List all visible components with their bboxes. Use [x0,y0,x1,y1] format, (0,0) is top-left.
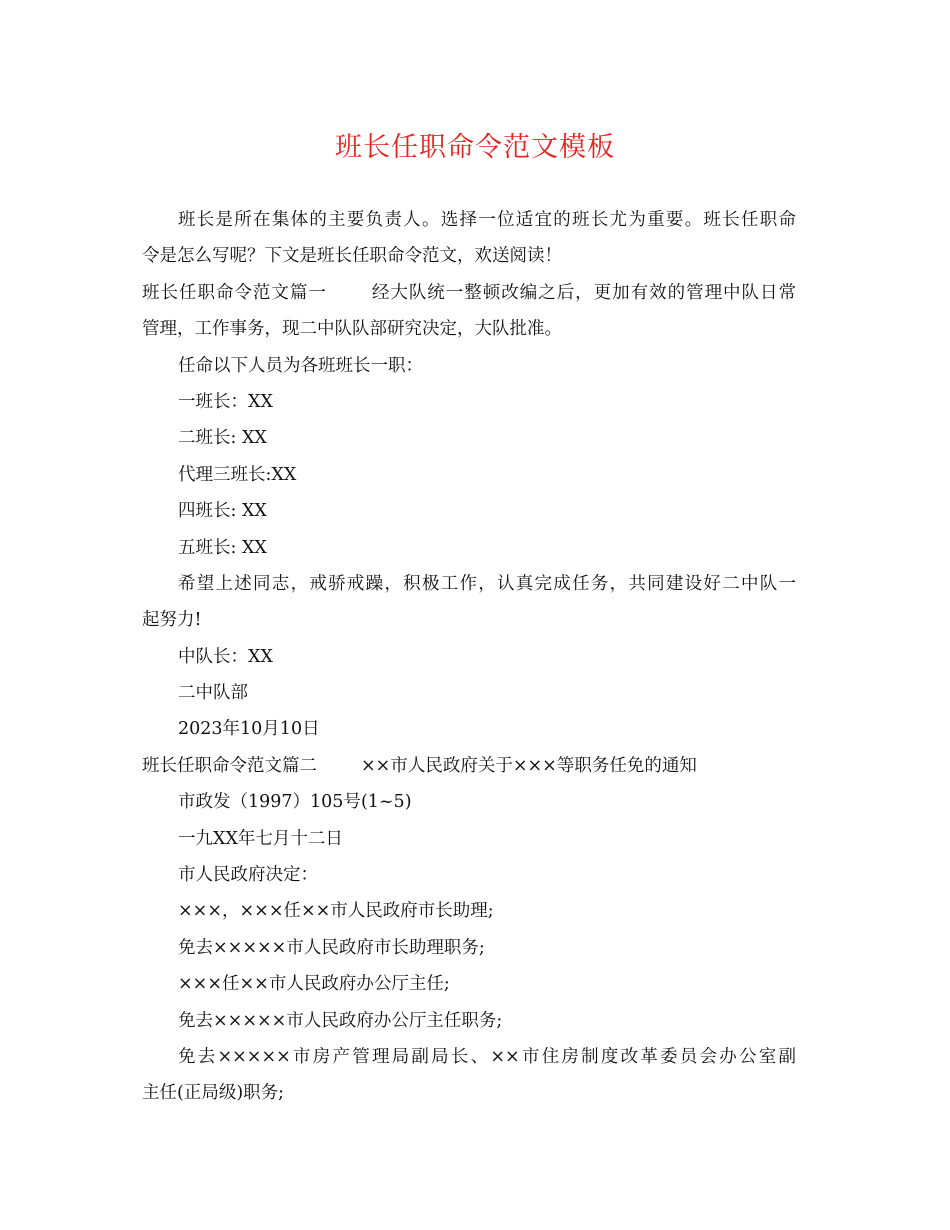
sample1-line-1 [142,275,796,311]
captain-signature: 中队长：XX [178,646,273,667]
hope-paragraph-line-2: 起努力! [142,610,202,631]
appointment-item-1: ×××，×××任××市人民政府市长助理; [178,901,494,922]
squad-leader-1: 一班长：XX [178,391,273,412]
sample1-text: 经大队统一整顿改编之后，更加有效的管理中队日常 [370,282,796,303]
appointment-item-2: 免去×××××市人民政府市长助理职务; [178,937,485,958]
order-date: 2023年10月10日 [178,719,320,740]
document-title: 班长任职命令范文模板 [335,132,615,163]
notice-date: 一九XX年七月十二日 [178,828,343,849]
sample2-heading: 班长任职命令范文篇二 [142,755,317,776]
squad-leader-4: 四班长: XX [178,501,267,522]
squad-leader-2: 二班长: XX [178,428,267,449]
appointment-item-5-line-2: 主任(正局级)职务; [142,1083,285,1104]
document-number: 市政发（1997）105号(1~5) [178,792,412,813]
squad-leader-5: 五班长: XX [178,537,267,558]
appointment-item-5-line-1: 免去×××××市房产管理局副局长、××市住房制度改革委员会办公室副 [178,1046,796,1067]
sample1-line-2: 管理，工作事务，现二中队队部研究决定，大队批准。 [142,319,562,340]
appointment-item-4: 免去×××××市人民政府办公厅主任职务; [178,1010,503,1031]
appointment-item-3: ×××任××市人民政府办公厅主任; [178,974,450,995]
sample2-title: ××市人民政府关于×××等职务任免的通知 [361,755,697,776]
squad-leader-3: 代理三班长:XX [178,464,297,485]
decision-heading: 市人民政府决定： [178,865,318,886]
unit-signature: 二中队部 [178,683,248,704]
sample1-heading: 班长任职命令范文篇一 [142,282,327,303]
appoint-intro: 任命以下人员为各班班长一职： [178,355,423,376]
sample2-line-1 [142,748,796,784]
document-body [142,202,796,1112]
hope-paragraph-line-1: 希望上述同志，戒骄戒躁，积极工作，认真完成任务，共同建设好二中队一 [178,573,796,594]
intro-paragraph-line-2: 令是怎么写呢？下文是班长任职命令范文，欢送阅读！ [142,246,562,267]
intro-paragraph-line-1: 班长是所在集体的主要负责人。选择一位适宜的班长尤为重要。班长任职命 [178,210,796,230]
